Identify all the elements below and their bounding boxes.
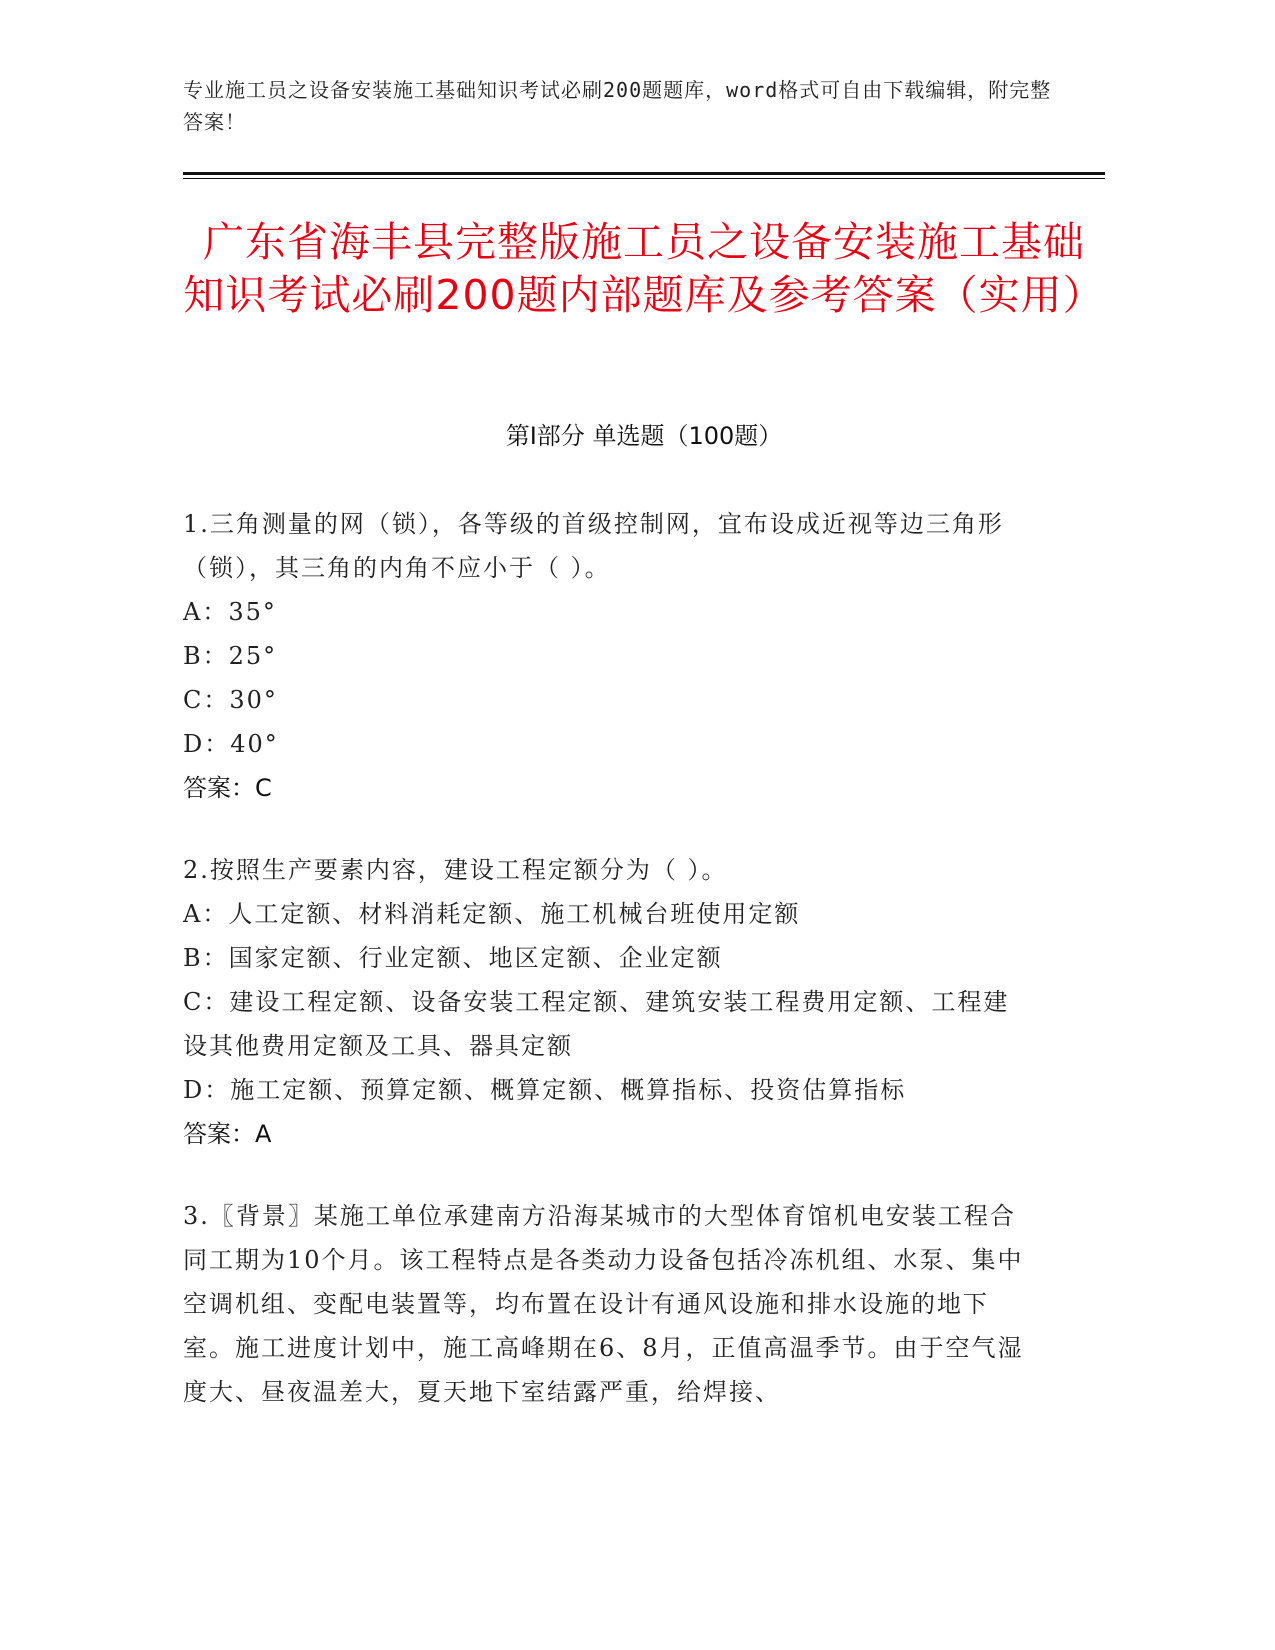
- option-b: B：25°: [183, 642, 278, 670]
- answer: 答案：C: [183, 774, 272, 802]
- document-title: 广东省海丰县完整版施工员之设备安装施工基础知识考试必刷200题内部题库及参考答案（实用）: [183, 218, 1105, 319]
- answer: 答案：A: [183, 1120, 272, 1148]
- question-2: [183, 848, 1035, 1156]
- question-text: 1.三角测量的网（锁），各等级的首级控制网，宜布设成近视等边三角形（锁），其三角的内角不应小于（ ）。: [183, 510, 1004, 582]
- header-rule-thick: [183, 172, 1105, 175]
- option-c: C：30°: [183, 686, 278, 714]
- option-d: D：40°: [183, 730, 279, 758]
- option-a: A：35°: [183, 598, 277, 626]
- header-rule-thin: [183, 178, 1105, 179]
- header-note: 专业施工员之设备安装施工基础知识考试必刷200题题库，word格式可自由下载编辑，附完整答案！: [183, 78, 1052, 134]
- option-c: C：建设工程定额、设备安装工程定额、建筑安装工程费用定额、工程建设其他费用定额及工具、器具定额: [183, 988, 1010, 1060]
- section-heading: 第Ⅰ部分 单选题（100题）: [505, 422, 783, 450]
- question-1: [183, 502, 1035, 810]
- question-text: 2.按照生产要素内容，建设工程定额分为（ ）。: [183, 856, 728, 884]
- question-3: [183, 1194, 1035, 1414]
- option-a: A：人工定额、材料消耗定额、施工机械台班使用定额: [183, 900, 801, 928]
- question-text: 3.〖背景〗某施工单位承建南方沿海某城市的大型体育馆机电安装工程合同工期为10个月。该工程特点是各类动力设备包括冷冻机组、水泵、集中空调机组、变配电装置等，均布置在设计有通风设施和排水设施的地下室。施工进度计划中，施工高峰期在6、8月，正值高温季节。由于空气湿度大、昼夜温差大，夏天地下室结露严重，给焊接、: [183, 1202, 1024, 1406]
- question-list: [183, 502, 1035, 1452]
- option-d: D：施工定额、预算定额、概算定额、概算指标、投资估算指标: [183, 1076, 907, 1104]
- option-b: B：国家定额、行业定额、地区定额、企业定额: [183, 944, 723, 972]
